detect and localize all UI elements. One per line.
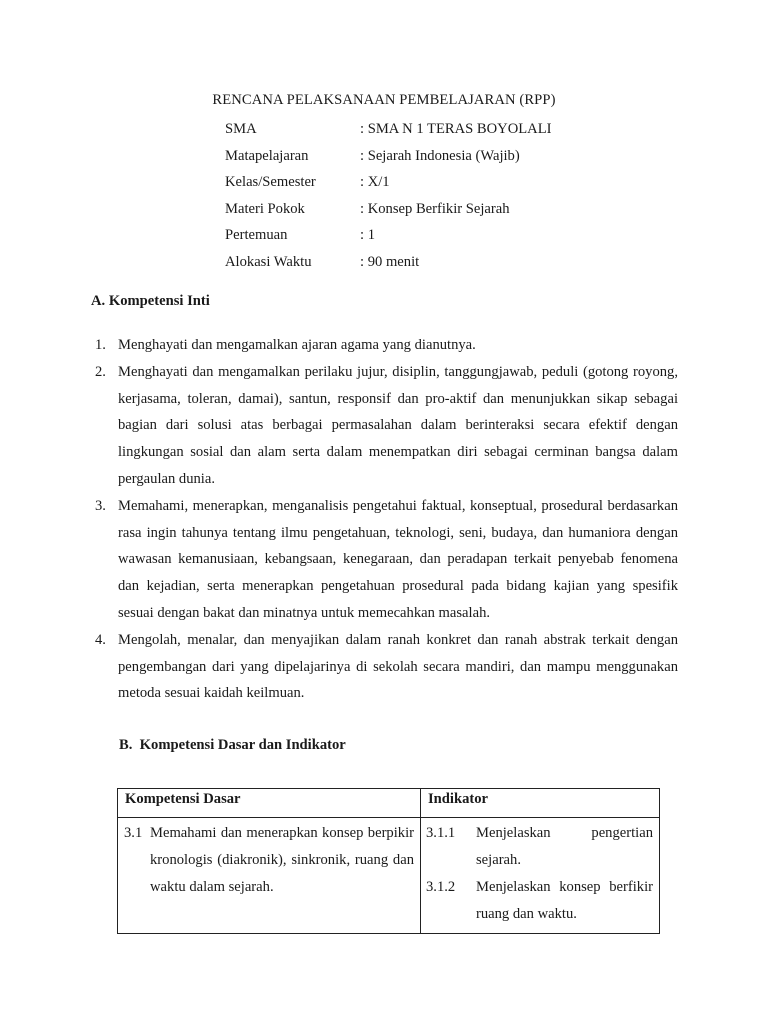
column-header-indikator: Indikator [421,789,660,818]
list-text: Mengolah, menalar, dan menyajikan dalam ranah konkret dan ranah abstrak terkait dengan pengembangan dari yang dipelajarinya di sekolah secara mandiri, dan mampu menggunakan metoda sesuai kaidah keilmuan. [118,631,678,702]
meta-label: Matapelajaran [225,147,309,164]
meta-label: SMA [225,121,257,137]
indicator-number: 3.1.1 [426,825,456,841]
kompetensi-dasar-table [117,788,660,934]
list-text: Memahami, menerapkan, menganalisis pengetahui faktual, konseptual, prosedural berdasarkan rasa ingin tahunya tentang ilmu pengetahuan, teknologi, seni, budaya, dan humaniora dengan wawasan kemanusiaan, kebangsaan, kenegaraan, dan peradapan terkait penyebab fenomena dan kejadian, serta menerapkan pengetahuan prosedural pada bidang kajian yang spesifik sesuai dengan bakat dan minatnya untuk memecahkan masalah. [118,497,678,621]
meta-value: : Konsep Berfikir Sejarah [360,200,510,217]
meta-row-duration [225,252,552,279]
list-item [91,359,678,493]
list-number: 3. [95,497,106,514]
list-text: Menghayati dan mengamalkan perilaku jujur, disiplin, tanggungjawab, peduli (gotong royong, kerjasama, toleran, damai), santun, responsif dan pro-aktif dan menunjukkan sikap sebagai bagian dari solusi atas berbagai permasalahan dalam berinteraksi secara efektif dengan lingkungan sosial dan alam serta dalam menempatkan diri sebagai cerminan bangsa dalam pergaulan dunia. [118,363,678,487]
list-item [91,627,678,707]
meta-row-subject [225,146,552,173]
indicator-cell [421,818,660,934]
meta-value: : X/1 [360,174,390,191]
meta-row-meeting [225,225,552,252]
kd-text: Memahami dan menerapkan konsep berpikir kronologis (diakronik), sinkronik, ruang dan waktu dalam sejarah. [150,825,414,895]
meta-label: Alokasi Waktu [225,253,312,270]
meta-label: Pertemuan [225,227,288,244]
meta-value: : SMA N 1 TERAS BOYOLALI [360,121,552,137]
indicator-number: 3.1.2 [426,879,456,895]
meta-value: : 1 [360,227,375,244]
indicator-text: Menjelaskan pengertian sejarah. [476,825,653,868]
document-title: RENCANA PELAKSANAAN PEMBELAJARAN (RPP) [212,92,556,108]
list-text: Menghayati dan mengamalkan ajaran agama yang dianutnya. [118,337,476,353]
indicator-item [426,820,653,874]
list-item [91,332,678,359]
section-heading-kompetensi-dasar: B. Kompetensi Dasar dan Indikator [119,737,346,753]
indicator-item [426,874,653,928]
meta-value: : Sejarah Indonesia (Wajib) [360,147,520,164]
section-heading-kompetensi-inti: A. Kompetensi Inti [91,293,210,309]
kd-number: 3.1 [124,825,143,841]
kompetensi-inti-list [91,332,678,707]
list-item [91,493,678,627]
meta-label: Materi Pokok [225,200,305,217]
list-number: 1. [95,337,106,353]
meta-label: Kelas/Semester [225,174,316,191]
list-number: 2. [95,363,106,380]
identity-block [225,119,552,279]
meta-row-class [225,172,552,199]
table-row [118,818,660,934]
column-header-kompetensi-dasar: Kompetensi Dasar [118,789,421,818]
meta-value: : 90 menit [360,253,420,270]
meta-row-topic [225,199,552,226]
meta-row-school [225,119,552,146]
indicator-text: Menjelaskan konsep berfikir ruang dan waktu. [476,879,653,922]
list-number: 4. [95,631,106,648]
kd-cell [118,818,421,934]
table-header-row [118,789,660,818]
